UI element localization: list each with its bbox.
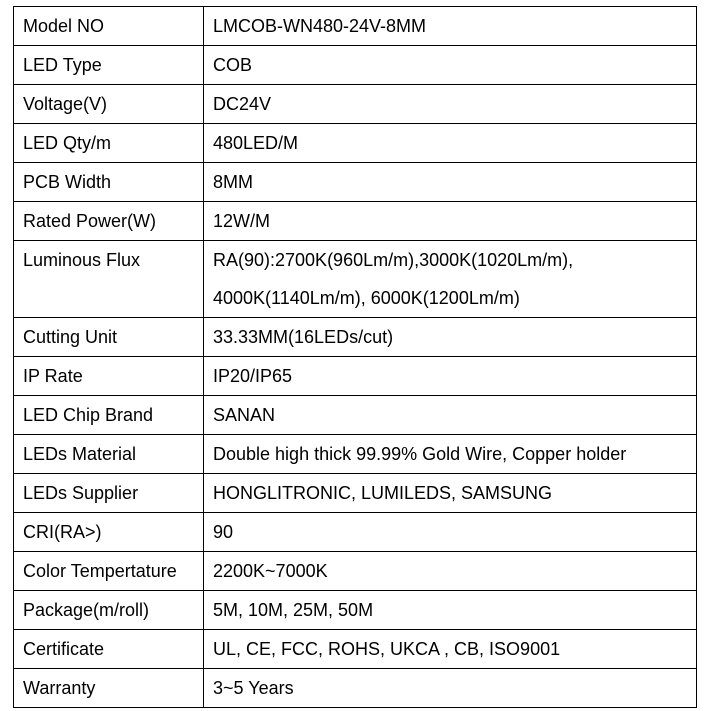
spec-value: HONGLITRONIC, LUMILEDS, SAMSUNG xyxy=(204,474,697,513)
table-row xyxy=(14,124,697,163)
spec-label: LEDs Supplier xyxy=(14,474,204,513)
table-row xyxy=(14,552,697,591)
spec-label: LEDs Material xyxy=(14,435,204,474)
spec-value: 33.33MM(16LEDs/cut) xyxy=(204,318,697,357)
table-row xyxy=(14,7,697,46)
spec-label: Rated Power(W) xyxy=(14,202,204,241)
spec-label: Color Tempertature xyxy=(14,552,204,591)
spec-label: LED Type xyxy=(14,46,204,85)
spec-value-line: 4000K(1140Lm/m), 6000K(1200Lm/m) xyxy=(213,288,520,308)
table-row xyxy=(14,318,697,357)
spec-label: Warranty xyxy=(14,669,204,708)
spec-label: IP Rate xyxy=(14,357,204,396)
spec-label: Model NO xyxy=(14,7,204,46)
spec-value: IP20/IP65 xyxy=(204,357,697,396)
spec-value: UL, CE, FCC, ROHS, UKCA , CB, ISO9001 xyxy=(204,630,697,669)
spec-value: COB xyxy=(204,46,697,85)
table-row xyxy=(14,630,697,669)
spec-label: CRI(RA>) xyxy=(14,513,204,552)
spec-label: Certificate xyxy=(14,630,204,669)
spec-label: Voltage(V) xyxy=(14,85,204,124)
spec-label: PCB Width xyxy=(14,163,204,202)
spec-label: Cutting Unit xyxy=(14,318,204,357)
spec-value-line: RA(90):2700K(960Lm/m),3000K(1020Lm/m), xyxy=(213,250,574,270)
spec-label-text: Luminous Flux xyxy=(23,250,141,270)
spec-value: 12W/M xyxy=(204,202,697,241)
table-row xyxy=(14,474,697,513)
spec-table xyxy=(13,6,697,708)
spec-value xyxy=(204,241,697,318)
spec-value: Double high thick 99.99% Gold Wire, Copper holder xyxy=(204,435,697,474)
table-row xyxy=(14,241,697,318)
spec-value: DC24V xyxy=(204,85,697,124)
table-row xyxy=(14,435,697,474)
table-row xyxy=(14,357,697,396)
table-row xyxy=(14,202,697,241)
table-row xyxy=(14,163,697,202)
spec-value: 90 xyxy=(204,513,697,552)
spec-value: 3~5 Years xyxy=(204,669,697,708)
table-row xyxy=(14,591,697,630)
table-row xyxy=(14,513,697,552)
spec-value: 5M, 10M, 25M, 50M xyxy=(204,591,697,630)
table-row xyxy=(14,85,697,124)
spec-value: 8MM xyxy=(204,163,697,202)
spec-value: 480LED/M xyxy=(204,124,697,163)
spec-value: SANAN xyxy=(204,396,697,435)
table-row xyxy=(14,669,697,708)
spec-value: LMCOB-WN480-24V-8MM xyxy=(204,7,697,46)
spec-label: Package(m/roll) xyxy=(14,591,204,630)
spec-value: 2200K~7000K xyxy=(204,552,697,591)
table-row xyxy=(14,46,697,85)
spec-label: LED Chip Brand xyxy=(14,396,204,435)
spec-label xyxy=(14,241,204,318)
spec-label: LED Qty/m xyxy=(14,124,204,163)
table-row xyxy=(14,396,697,435)
